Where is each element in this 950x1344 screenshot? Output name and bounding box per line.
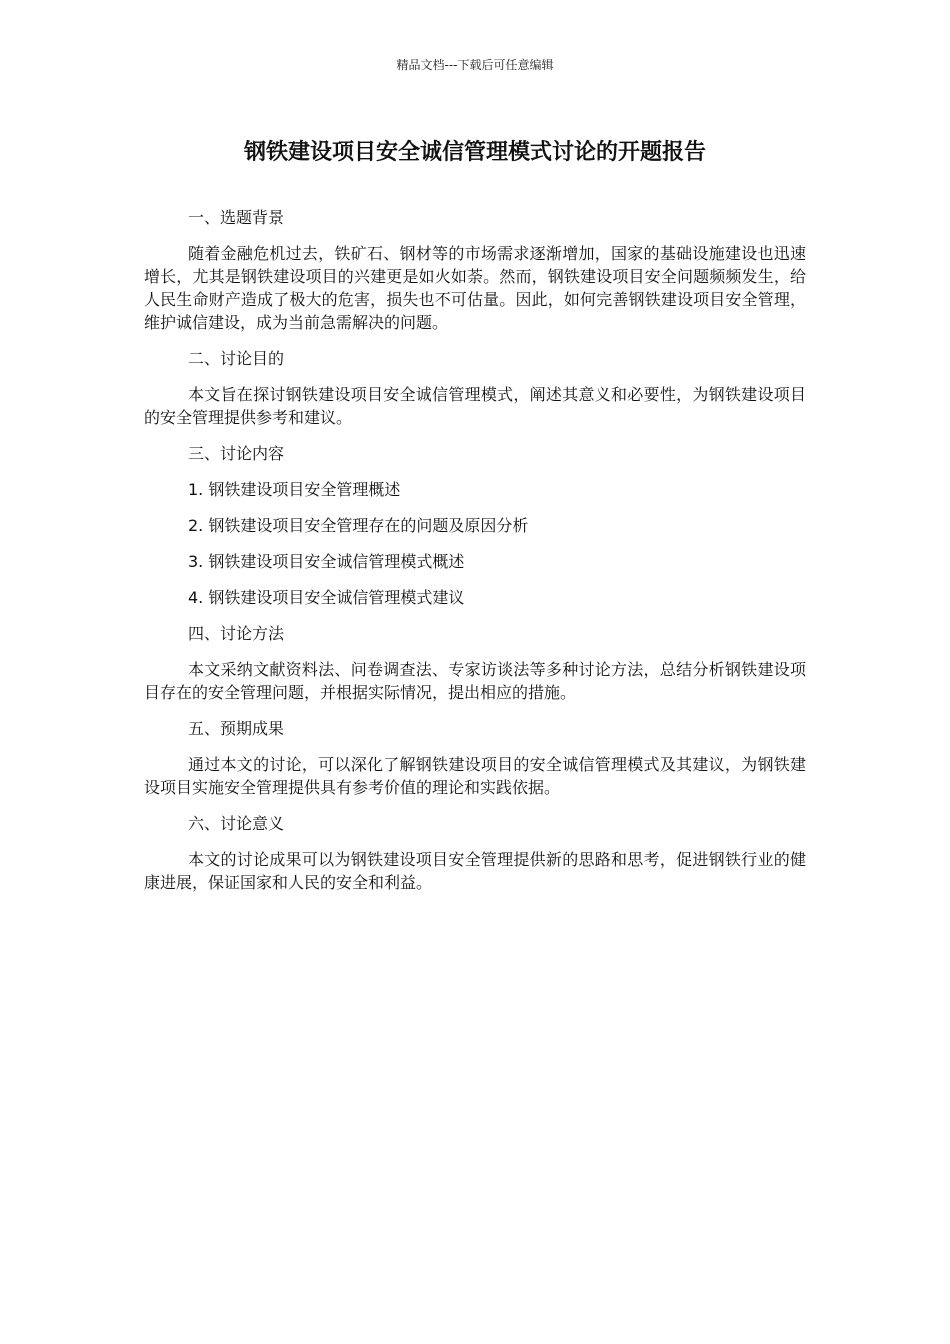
paragraph-purpose: 本文旨在探讨钢铁建设项目安全诚信管理模式，阐述其意义和必要性，为钢铁建设项目的安全管理提供参考和建议。: [144, 385, 806, 427]
section-heading-expected-results: 五、预期成果: [188, 719, 285, 738]
section-heading-methods: 四、讨论方法: [188, 624, 285, 643]
content-list-item: 4. 钢铁建设项目安全诚信管理模式建议: [188, 588, 465, 607]
paragraph-methods: 本文采纳文献资料法、问卷调查法、专家访谈法等多种讨论方法，总结分析钢铁建设项目存在的安全管理问题，并根据实际情况，提出相应的措施。: [144, 660, 806, 702]
paragraph-significance: 本文的讨论成果可以为钢铁建设项目安全管理提供新的思路和思考，促进钢铁行业的健康进展，保证国家和人民的安全和利益。: [144, 850, 806, 892]
paragraph-expected-results: 通过本文的讨论，可以深化了解钢铁建设项目的安全诚信管理模式及其建议，为钢铁建设项目实施安全管理提供具有参考价值的理论和实践依据。: [144, 755, 806, 797]
section-heading-purpose: 二、讨论目的: [188, 349, 285, 368]
page-header-note: 精品文档---下载后可任意编辑: [396, 58, 554, 72]
section-heading-content: 三、讨论内容: [188, 444, 285, 463]
section-heading-significance: 六、讨论意义: [188, 814, 285, 833]
content-list-item: 3. 钢铁建设项目安全诚信管理模式概述: [188, 552, 465, 571]
document-title: 钢铁建设项目安全诚信管理模式讨论的开题报告: [243, 140, 706, 165]
document-body: [144, 206, 806, 907]
paragraph-background: 随着金融危机过去，铁矿石、钢材等的市场需求逐渐增加，国家的基础设施建设也迅速增长，尤其是钢铁建设项目的兴建更是如火如荼。然而，钢铁建设项目安全问题频频发生，给人民生命财产造成了极大的危害，损失也不可估量。因此，如何完善钢铁建设项目安全管理，维护诚信建设，成为当前急需解决的问题。: [144, 244, 806, 332]
content-list-item: 2. 钢铁建设项目安全管理存在的问题及原因分析: [188, 516, 529, 535]
content-list-item: 1. 钢铁建设项目安全管理概述: [188, 480, 401, 499]
section-heading-background: 一、选题背景: [188, 208, 285, 227]
